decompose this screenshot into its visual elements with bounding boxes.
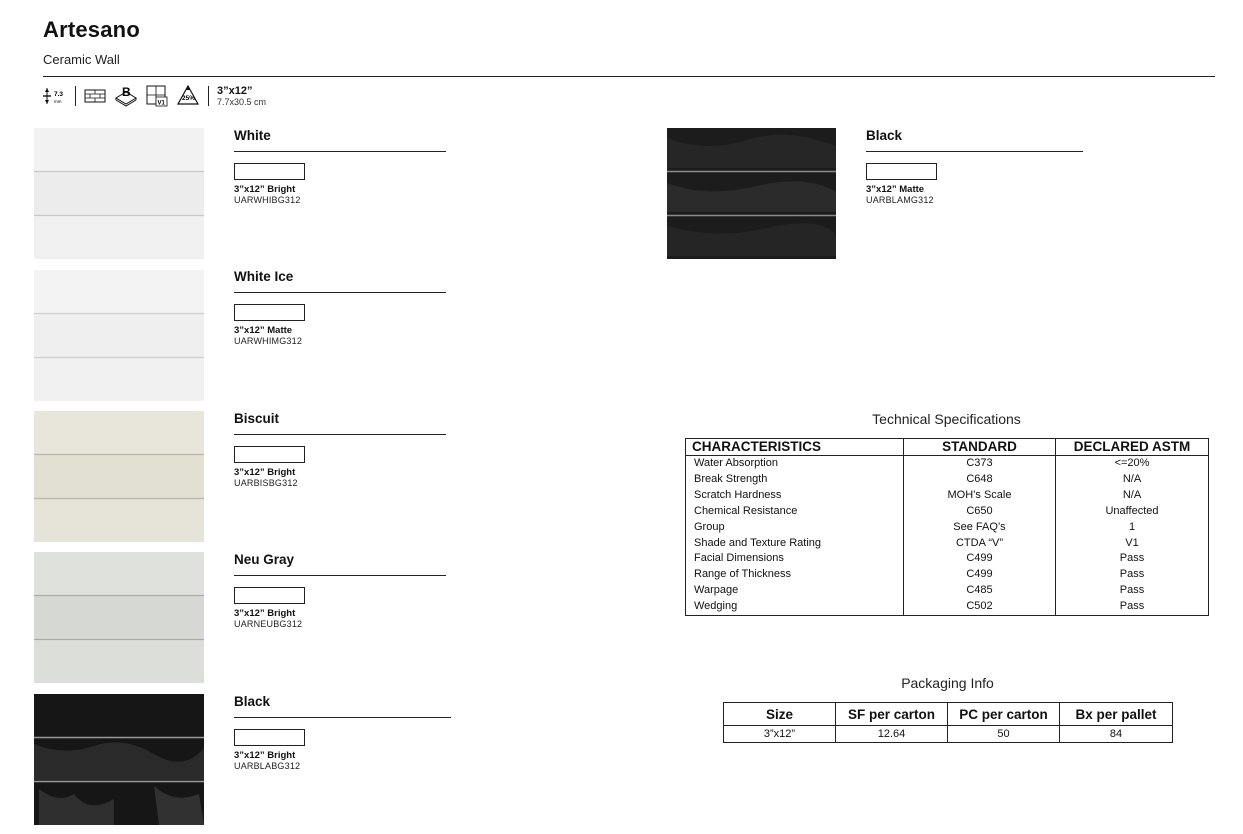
product-code: UARBLABG312 [234, 761, 301, 771]
pack-size: 3”x12” [724, 726, 836, 743]
product-description: 3”x12” Matte [866, 184, 925, 195]
thickness-value: 7.3 [54, 91, 64, 98]
recycled-content-icon [176, 84, 200, 108]
thickness-unit: mm [54, 99, 62, 104]
tile-size-metric: 7.7x30.5 cm [217, 96, 267, 107]
icon-separator [208, 86, 209, 106]
product-image-biscuit [34, 411, 204, 542]
table-row [686, 520, 1209, 536]
product-image-black-bright [34, 694, 204, 825]
recycled-content-label: 25% [182, 95, 196, 102]
brick-pattern-icon [84, 84, 106, 108]
product-divider [234, 151, 446, 152]
body-type-label: B [122, 85, 131, 99]
table-row [686, 536, 1209, 552]
header-size: Size [724, 703, 836, 726]
product-card-black-bright [234, 694, 451, 772]
header-characteristics: CHARACTERISTICS [686, 439, 904, 456]
pack-bx-per-pallet: 84 [1060, 726, 1173, 743]
spec-characteristic: Facial Dimensions [686, 551, 904, 567]
pack-sf-per-carton: 12.64 [836, 726, 948, 743]
spec-declared: Pass [1056, 551, 1209, 567]
spec-characteristic: Water Absorption [686, 456, 904, 472]
product-divider [234, 717, 451, 718]
spec-declared: N/A [1056, 488, 1209, 504]
product-card-white-ice [234, 269, 446, 347]
spec-declared: Pass [1056, 599, 1209, 615]
product-divider [234, 575, 446, 576]
product-card-neu-gray [234, 552, 446, 630]
product-name: Neu Gray [234, 552, 295, 567]
product-description: 3”x12” Matte [234, 325, 293, 336]
table-row [724, 726, 1173, 743]
product-code: UARBLAMG312 [866, 195, 934, 205]
spec-standard: C650 [904, 504, 1056, 520]
product-divider [234, 292, 446, 293]
spec-standard: MOH’s Scale [904, 488, 1056, 504]
spec-declared: Pass [1056, 583, 1209, 599]
spec-standard: C373 [904, 456, 1056, 472]
tech-specs-table [685, 438, 1209, 616]
header-standard: STANDARD [904, 439, 1056, 456]
product-swatch-box [234, 304, 305, 321]
product-swatch-box [234, 587, 305, 604]
product-code: UARWHIBG312 [234, 195, 301, 205]
spec-characteristic: Range of Thickness [686, 567, 904, 583]
table-row [686, 488, 1209, 504]
table-row [686, 456, 1209, 472]
spec-characteristic: Chemical Resistance [686, 504, 904, 520]
tile-size-block [217, 85, 266, 108]
table-row [686, 472, 1209, 488]
shade-variation-label: V1 [157, 100, 165, 107]
spec-standard: CTDA “V” [904, 536, 1056, 552]
tech-specs-title: Technical Specifications [872, 411, 1021, 427]
product-name: White [234, 128, 271, 143]
spec-declared: V1 [1056, 536, 1209, 552]
spec-icon-row [43, 83, 266, 109]
spec-standard: C648 [904, 472, 1056, 488]
spec-characteristic: Group [686, 520, 904, 536]
product-name: Black [234, 694, 271, 709]
product-card-biscuit [234, 411, 446, 489]
product-description: 3”x12” Bright [234, 750, 296, 761]
packaging-table-wrap [723, 702, 1173, 743]
spec-standard: C485 [904, 583, 1056, 599]
header-sf-per-carton: SF per carton [836, 703, 948, 726]
header-divider [43, 76, 1215, 77]
product-image-white [34, 128, 204, 259]
product-swatch-box [234, 163, 305, 180]
page-title: Artesano [43, 17, 140, 42]
table-row [686, 551, 1209, 567]
tech-specs-table-wrap [685, 438, 1209, 616]
product-card-black-matte [866, 128, 1083, 206]
product-divider [234, 434, 446, 435]
table-row [686, 583, 1209, 599]
table-row [686, 599, 1209, 615]
spec-declared: Unaffected [1056, 504, 1209, 520]
product-description: 3”x12” Bright [234, 608, 296, 619]
icon-separator [75, 86, 76, 106]
product-name: White Ice [234, 269, 294, 284]
packaging-header-row [724, 703, 1173, 726]
product-description: 3”x12” Bright [234, 184, 296, 195]
product-swatch-box [866, 163, 937, 180]
product-image-black-matte [667, 128, 836, 259]
product-code: UARWHIMG312 [234, 336, 303, 346]
pack-pc-per-carton: 50 [948, 726, 1060, 743]
spec-characteristic: Shade and Texture Rating [686, 536, 904, 552]
spec-standard: C502 [904, 599, 1056, 615]
spec-standard: See FAQ’s [904, 520, 1056, 536]
spec-characteristic: Wedging [686, 599, 904, 615]
packaging-title: Packaging Info [901, 675, 994, 691]
product-swatch-box [234, 729, 305, 746]
product-image-neu-gray [34, 552, 204, 683]
shade-variation-icon [146, 84, 168, 108]
tile-size: 3”x12” [217, 84, 253, 97]
spec-declared: N/A [1056, 472, 1209, 488]
product-divider [866, 151, 1083, 152]
spec-characteristic: Break Strength [686, 472, 904, 488]
packaging-table [723, 702, 1173, 743]
product-code: UARNEUBG312 [234, 619, 303, 629]
product-code: UARBISBG312 [234, 478, 298, 488]
spec-standard: C499 [904, 567, 1056, 583]
header-declared-astm: DECLARED ASTM [1056, 439, 1209, 456]
spec-standard: C499 [904, 551, 1056, 567]
table-row [686, 504, 1209, 520]
product-image-white-ice [34, 270, 204, 401]
spec-declared: 1 [1056, 520, 1209, 536]
product-card-white [234, 128, 446, 206]
spec-characteristic: Scratch Hardness [686, 488, 904, 504]
header-pc-per-carton: PC per carton [948, 703, 1060, 726]
product-description: 3”x12” Bright [234, 467, 296, 478]
spec-declared: <=20% [1056, 456, 1209, 472]
table-row [686, 567, 1209, 583]
spec-characteristic: Warpage [686, 583, 904, 599]
product-name: Biscuit [234, 411, 280, 426]
tech-specs-header-row [686, 439, 1209, 456]
page-subtitle: Ceramic Wall [43, 52, 120, 67]
product-swatch-box [234, 446, 305, 463]
thickness-icon [43, 84, 67, 108]
product-name: Black [866, 128, 903, 143]
spec-declared: Pass [1056, 567, 1209, 583]
body-type-icon [114, 84, 138, 108]
header-bx-per-pallet: Bx per pallet [1060, 703, 1173, 726]
